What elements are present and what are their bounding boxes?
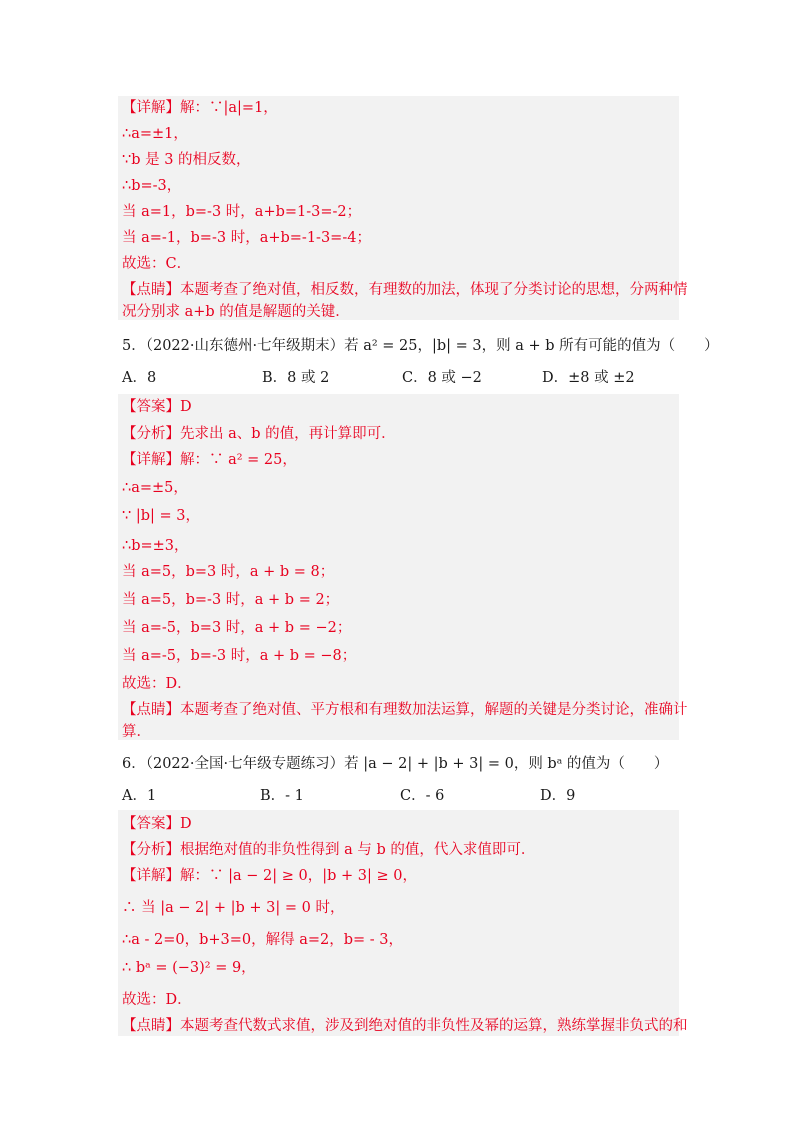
comment-line: 况分别求 a+b 的值是解题的关键． — [122, 304, 350, 320]
step-line: 当 a=-5，b=3 时，a + b = −2； — [122, 620, 352, 636]
step-line: ∴a=±1， — [122, 126, 188, 142]
detail-line: 【详解】解：∵ |a − 2| ≥ 0，|b + 3| ≥ 0， — [122, 868, 417, 884]
question-6-option-b: B．- 1 — [260, 788, 304, 804]
comment-line: 【点睛】本题考查了绝对值，相反数，有理数的加法，体现了分类讨论的思想，分两种情 — [122, 282, 688, 298]
question-5-option-c: C．8 或 −2 — [402, 370, 482, 386]
step-line: 当 a=-1，b=-3 时，a+b=-1-3=-4； — [122, 230, 371, 246]
step-line: ∵ |b| = 3， — [122, 508, 200, 524]
detail-line: 【详解】解：∵|a|=1， — [122, 100, 278, 116]
comment-line: 【点睛】本题考查代数式求值，涉及到绝对值的非负性及幂的运算，熟练掌握非负式的和 — [122, 1018, 688, 1034]
step-line: ∴a - 2=0，b+3=0，解得 a=2，b= - 3， — [122, 932, 404, 948]
question-6-option-d: D．9 — [540, 788, 576, 804]
step-line: 当 a=5，b=-3 时，a + b = 2； — [122, 592, 340, 608]
question-5-option-a: A．8 — [122, 370, 157, 386]
step-line: 当 a=5，b=3 时，a + b = 8； — [122, 564, 335, 580]
question-6-option-a: A．1 — [122, 788, 157, 804]
step-line: ∴b=-3， — [122, 178, 182, 194]
question-6-stem: 6．（2022·全国·七年级专题练习）若 |a − 2| + |b + 3| = 0，则 bᵃ 的值为（ ） — [122, 756, 669, 772]
comment-line: 算． — [122, 724, 151, 740]
analysis-line: 【分析】根据绝对值的非负性得到 a 与 b 的值，代入求值即可． — [122, 842, 536, 858]
step-line: ∴b=±3， — [122, 538, 189, 554]
step-line: ∵b 是 3 的相反数， — [122, 152, 251, 168]
answer-choice-line: 故选：C． — [122, 256, 192, 272]
question-5-option-b: B．8 或 2 — [262, 370, 330, 386]
step-line: ∴ bᵃ = (−3)² = 9， — [122, 960, 256, 976]
step-line: 当 a=1，b=-3 时，a+b=1-3=-2； — [122, 204, 362, 220]
question-5-option-d: D．±8 或 ±2 — [542, 370, 635, 386]
question-5-stem: 5．（2022·山东德州·七年级期末）若 a² = 25，|b| = 3，则 a + b 所有可能的值为（ ） — [122, 338, 719, 354]
answer-line: 【答案】D — [122, 816, 192, 832]
comment-line: 【点睛】本题考查了绝对值、平方根和有理数加法运算，解题的关键是分类讨论，准确计 — [122, 702, 688, 718]
answer-line: 【答案】D — [122, 399, 192, 415]
step-line: ∴a=±5， — [122, 480, 188, 496]
step-line: 当 a=-5，b=-3 时，a + b = −8； — [122, 648, 357, 664]
analysis-line: 【分析】先求出 a、b 的值，再计算即可． — [122, 426, 396, 442]
answer-choice-line: 故选：D． — [122, 992, 192, 1008]
answer-choice-line: 故选：D． — [122, 676, 192, 692]
question-6-option-c: C．- 6 — [400, 788, 445, 804]
step-line: ∴ 当 |a − 2| + |b + 3| = 0 时， — [122, 900, 345, 916]
detail-line: 【详解】解：∵ a² = 25， — [122, 452, 297, 468]
